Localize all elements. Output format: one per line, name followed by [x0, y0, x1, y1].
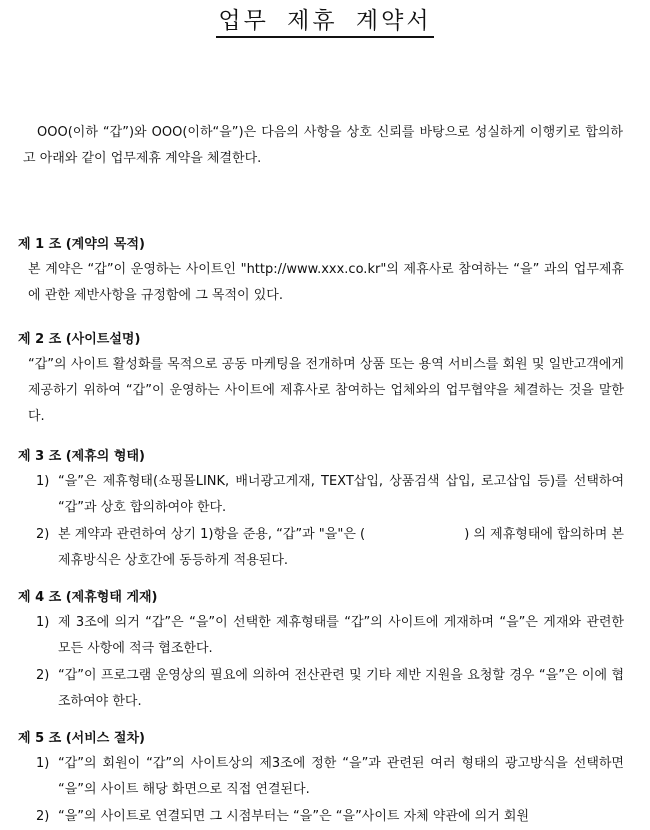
article-title: 제 1 조 (계약의 목적)	[18, 237, 145, 252]
article-4	[18, 587, 624, 715]
item-text: “갑”의 회원이 “갑”의 사이트상의 제3조에 정한 “을”과 관련된 여러 형태의 광고방식을 선택하면 “을”의 사이트 해당 화면으로 직접 연결된다.	[58, 756, 624, 797]
item-number: 1)	[36, 615, 50, 630]
article-title: 제 3 조 (제휴의 형태)	[18, 449, 145, 464]
item-number: 2)	[36, 809, 50, 824]
article-body: “갑”의 사이트 활성화를 목적으로 공동 마케팅을 전개하며 상품 또는 용역 서비스를 회원 및 일반고객에게 제공하기 위하여 “갑”이 운영하는 사이트에 제휴사로 참여하는 업체와의 업무협약을 체결하는 것을 말한다.	[28, 357, 624, 424]
article-title: 제 2 조 (사이트설명)	[18, 332, 141, 347]
item-number: 1)	[36, 474, 50, 489]
article-1	[18, 234, 624, 309]
article-2	[18, 329, 624, 430]
intro-paragraph: OOO(이하 “갑”)와 OOO(이하“을”)은 다음의 사항을 상호 신뢰를 바탕으로 성실하게 이행키로 합의하고 아래와 같이 업무제휴 계약을 체결한다.	[23, 125, 623, 166]
item-text: 본 계약과 관련하여 상기 1)항을 준용, “갑”과 "을"은 ( ) 의 제휴형태에 합의하며 본 제휴방식은 상호간에 동등하게 적용된다.	[58, 527, 629, 568]
item-text: “을”은 제휴형태(쇼핑몰LINK, 배너광고게재, TEXT삽입, 상품검색 삽입, 로고삽입 등)를 선택하여 “갑”과 상호 합의하여야 한다.	[58, 474, 624, 515]
item-text: “갑”이 프로그램 운영상의 필요에 의하여 전산관련 및 기타 제반 지원을 요청할 경우 “을”은 이에 협조하여야 한다.	[58, 668, 624, 709]
list-item	[18, 610, 624, 662]
item-number: 2)	[36, 668, 50, 683]
list-item	[18, 663, 624, 715]
item-number: 2)	[36, 527, 50, 542]
list-item	[18, 804, 624, 830]
document-title: 업무 제휴 계약서	[216, 8, 433, 38]
item-text: 제 3조에 의거 “갑”은 “을”이 선택한 제휴형태를 “갑”의 사이트에 게재하며 “을”은 게재와 관련한 모든 사항에 적극 협조한다.	[58, 615, 624, 656]
list-item	[18, 751, 624, 803]
article-body: 본 계약은 “갑”이 운영하는 사이트인 "http://www.xxx.co.kr"의 제휴사로 참여하는 “을” 과의 업무제휴에 관한 제반사항을 규정함에 그 목적이 있다.	[28, 262, 624, 303]
list-item	[18, 522, 629, 574]
article-5	[18, 728, 624, 830]
article-3	[18, 446, 629, 574]
item-text: “을”의 사이트로 연결되면 그 시점부터는 “을”은 “을”사이트 자체 약관에 의거 회원	[58, 809, 530, 824]
item-number: 1)	[36, 756, 50, 771]
document-title-wrap	[0, 2, 650, 35]
list-item	[18, 469, 624, 521]
article-title: 제 4 조 (제휴형태 게재)	[18, 590, 158, 605]
article-title: 제 5 조 (서비스 절차)	[18, 731, 145, 746]
